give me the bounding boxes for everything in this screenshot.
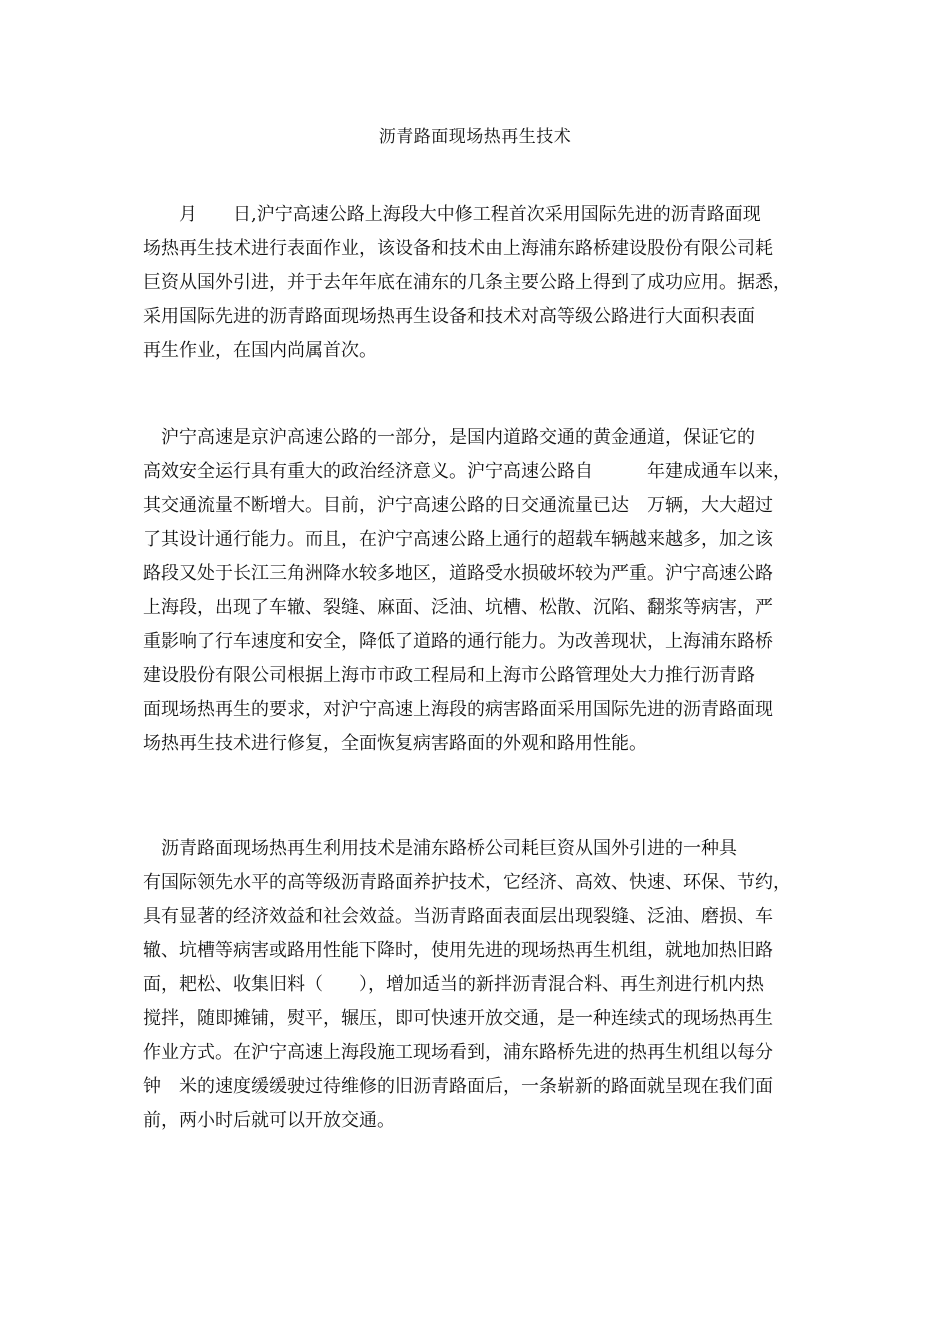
paragraph-line: 搅拌，随即摊铺，熨平，辗压，即可快速开放交通，是一种连续式的现场热再生 (143, 1008, 773, 1029)
paragraph-line: 场热再生技术进行修复，全面恢复病害路面的外观和路用性能。 (143, 733, 647, 754)
paragraph-3 (143, 832, 823, 1138)
paragraph-line: 有国际领先水平的高等级沥青路面养护技术，它经济、高效、快速、环保、节约， (143, 872, 791, 893)
paragraph-1 (143, 198, 823, 368)
paragraph-line: 场热再生技术进行表面作业，该设备和技术由上海浦东路桥建设股份有限公司耗 (143, 238, 773, 259)
paragraph-line: 了其设计通行能力。而且，在沪宁高速公路上通行的超载车辆越来越多，加之该 (143, 529, 773, 550)
paragraph-line: 其交通流量不断增大。目前，沪宁高速公路的日交通流量已达 万辆，大大超过 (143, 495, 773, 516)
paragraph-line: 建设股份有限公司根据上海市市政工程局和上海市公路管理处大力推行沥青路 (143, 665, 755, 686)
paragraph-line: 辙、坑槽等病害或路用性能下降时，使用先进的现场热再生机组，就地加热旧路 (143, 940, 773, 961)
paragraph-line: 沪宁高速是京沪高速公路的一部分，是国内道路交通的黄金通道，保证它的 (143, 427, 755, 448)
paragraph-line: 沥青路面现场热再生利用技术是浦东路桥公司耗巨资从国外引进的一种具 (143, 838, 737, 859)
paragraph-line: 面，耙松、收集旧料（ ），增加适当的新拌沥青混合料、再生剂进行机内热 (143, 974, 764, 995)
paragraph-line: 面现场热再生的要求，对沪宁高速上海段的病害路面采用国际先进的沥青路面现 (143, 699, 773, 720)
paragraph-line: 作业方式。在沪宁高速上海段施工现场看到，浦东路桥先进的热再生机组以每分 (143, 1042, 773, 1063)
paragraph-line: 采用国际先进的沥青路面现场热再生设备和技术对高等级公路进行大面积表面 (143, 306, 755, 327)
paragraph-line: 前，两小时后就可以开放交通。 (143, 1110, 395, 1131)
paragraph-line: 具有显著的经济效益和社会效益。当沥青路面表面层出现裂缝、泛油、磨损、车 (143, 906, 773, 927)
paragraph-line: 再生作业，在国内尚属首次。 (143, 340, 377, 361)
paragraph-line: 上海段，出现了车辙、裂缝、麻面、泛油、坑槽、松散、沉陷、翻浆等病害，严 (143, 597, 773, 618)
paragraph-line: 高效安全运行具有重大的政治经济意义。沪宁高速公路自 年建成通车以来， (143, 461, 791, 482)
paragraph-line: 钟 米的速度缓缓驶过待维修的旧沥青路面后，一条崭新的路面就呈现在我们面 (143, 1076, 773, 1097)
paragraph-line: 重影响了行车速度和安全，降低了道路的通行能力。为改善现状，上海浦东路桥 (143, 631, 773, 652)
document-title: 沥青路面现场热再生技术 (378, 127, 572, 147)
paragraph-line: 路段又处于长江三角洲降水较多地区，道路受水损破坏较为严重。沪宁高速公路 (143, 563, 773, 584)
paragraph-line: 巨资从国外引进，并于去年年底在浦东的几条主要公路上得到了成功应用。据悉， (143, 272, 791, 293)
paragraph-2 (143, 421, 823, 761)
paragraph-line: 月 日,沪宁高速公路上海段大中修工程首次采用国际先进的沥青路面现 (143, 204, 761, 225)
